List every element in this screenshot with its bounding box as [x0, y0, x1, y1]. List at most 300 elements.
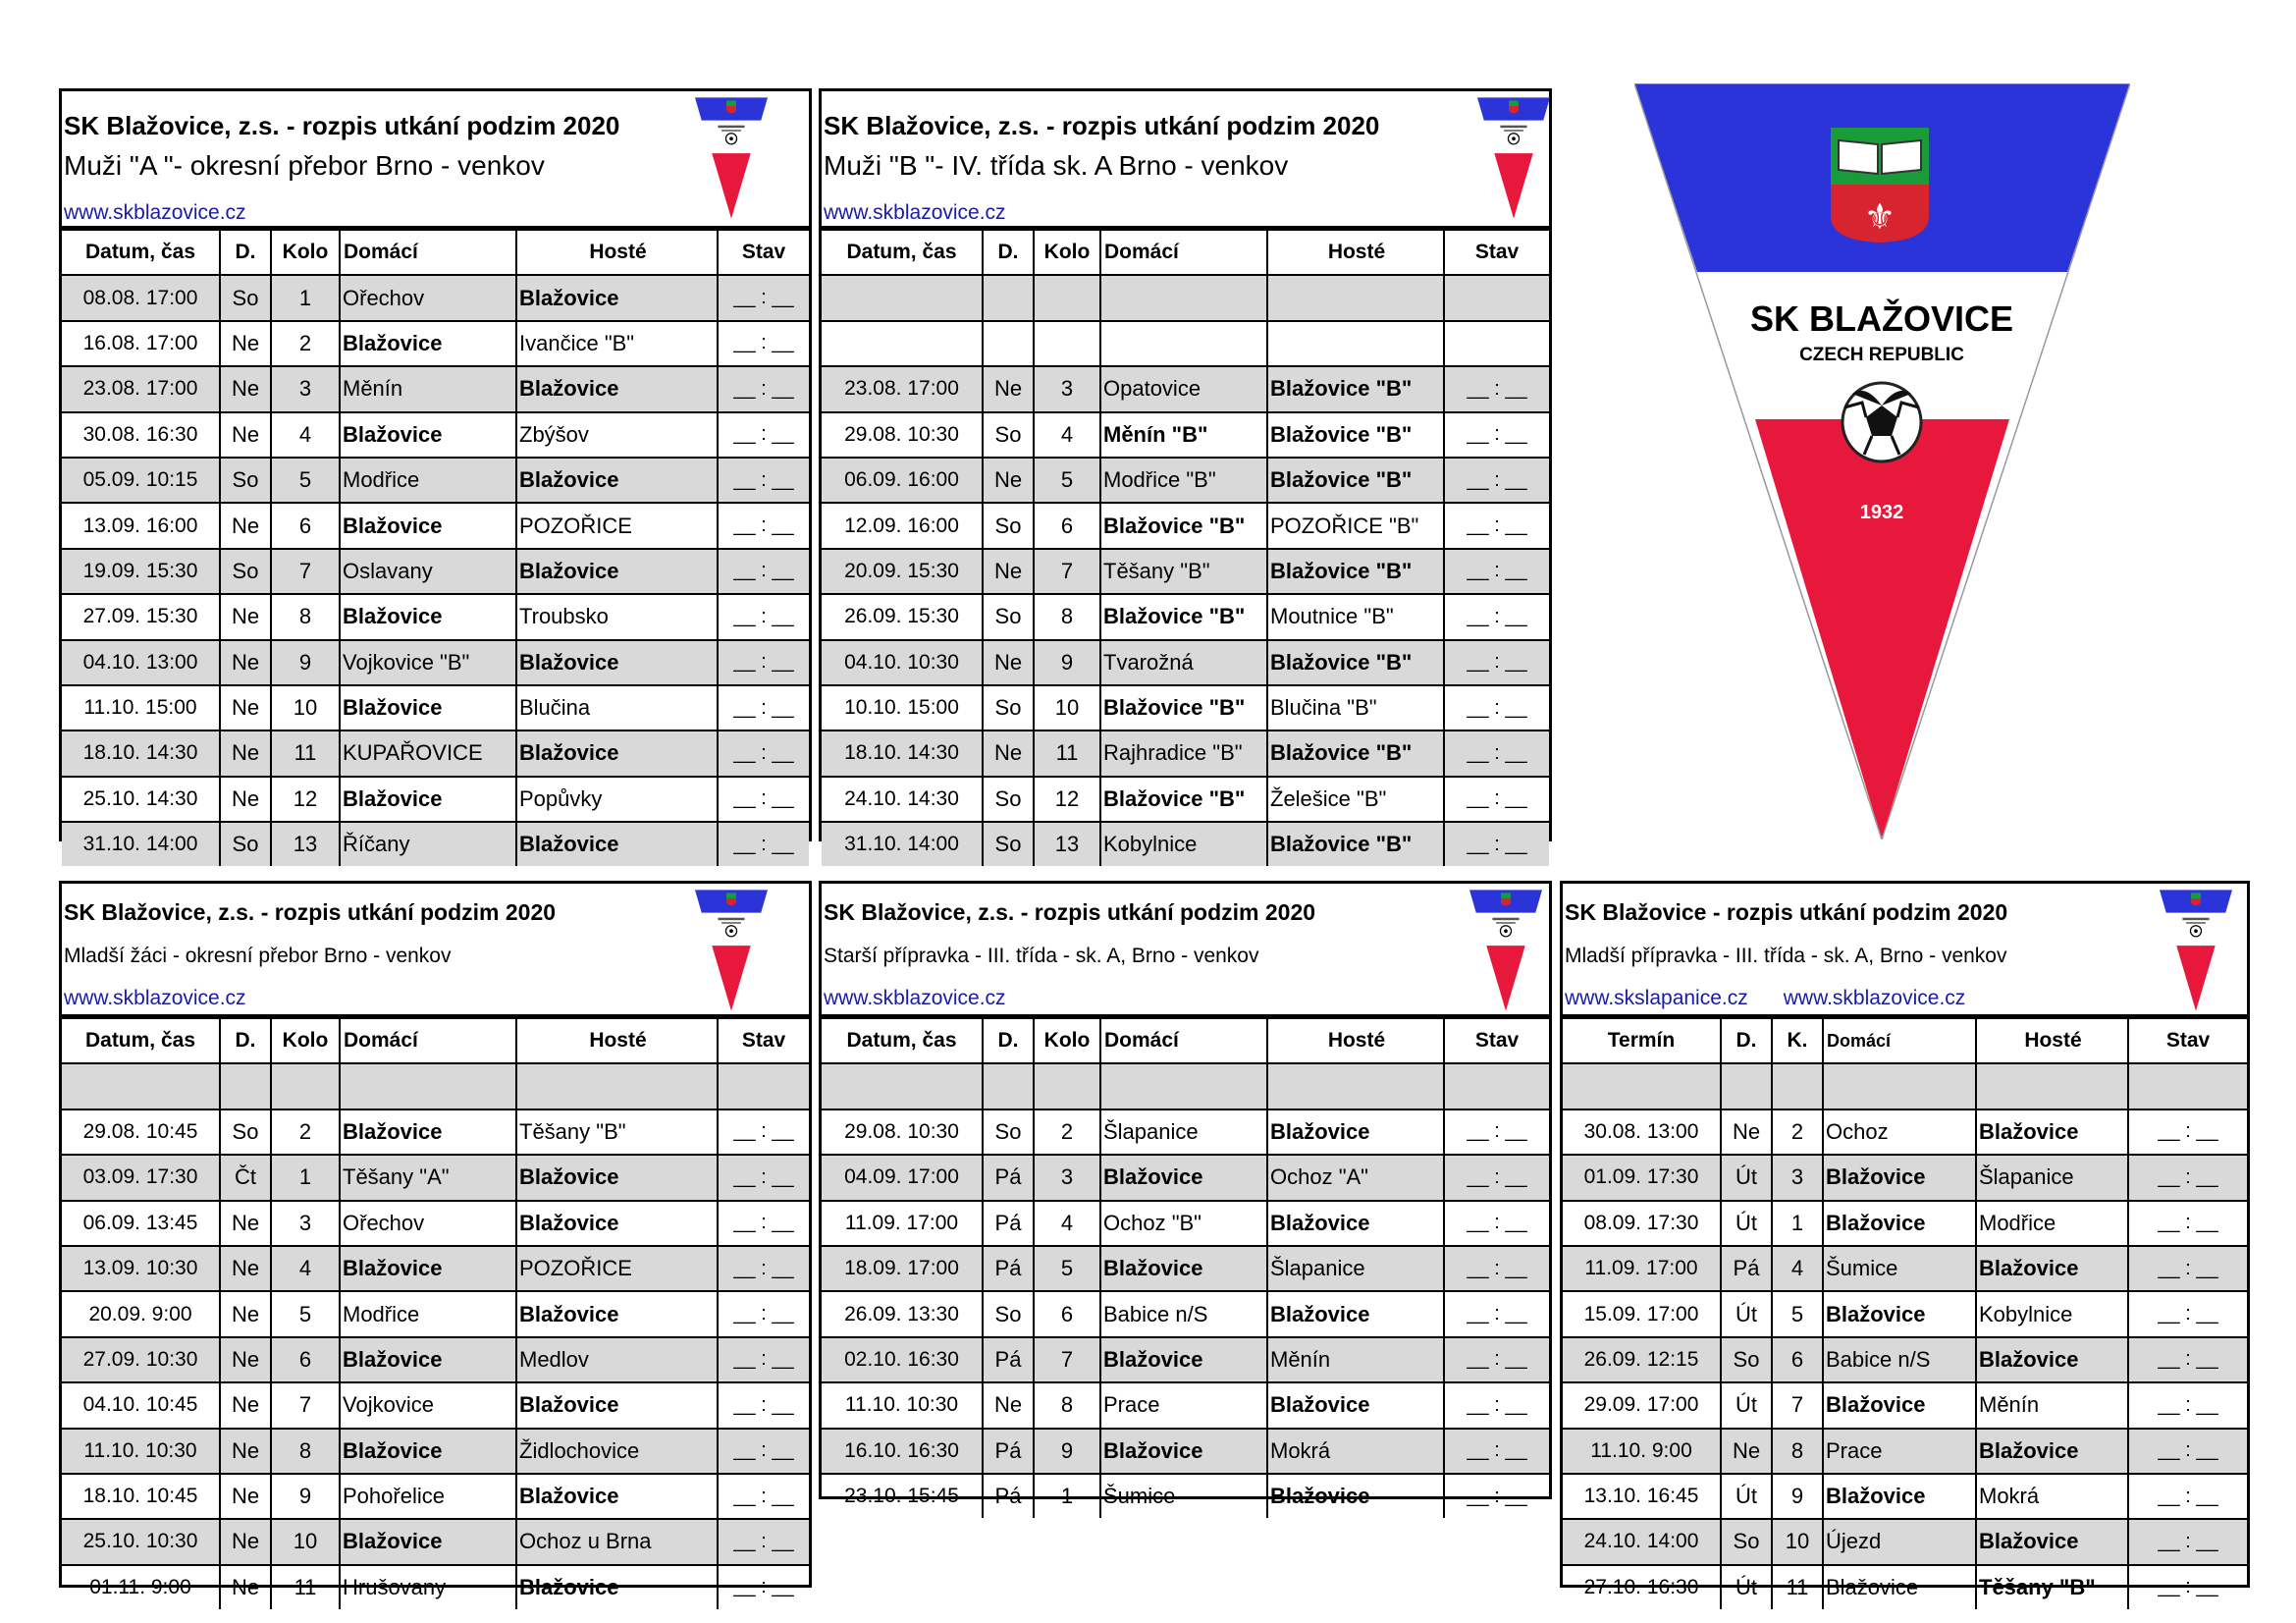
cell-score: __ : __ — [1444, 549, 1549, 594]
cell-score: __ : __ — [1444, 503, 1549, 548]
column-header-date: Datum, čas — [822, 1018, 983, 1063]
cell-home: Těšany "A" — [340, 1155, 516, 1200]
competition-title: Muži "A "- okresní přebor Brno - venkov — [64, 150, 545, 181]
cell-day — [1721, 1063, 1772, 1109]
cell-day: So — [1721, 1337, 1772, 1382]
cell-day: Ne — [220, 1382, 271, 1428]
cell-home: Blažovice — [340, 503, 516, 548]
table-row — [62, 1337, 809, 1382]
cell-home: Blažovice — [1823, 1201, 1976, 1246]
cell-round: 11 — [1772, 1565, 1823, 1609]
cell-day: Pá — [983, 1155, 1034, 1200]
cell-score: __ : __ — [1444, 1291, 1549, 1336]
cell-round: 11 — [271, 730, 340, 776]
cell-away: Blažovice "B" — [1267, 412, 1444, 458]
cell-day: Ne — [220, 366, 271, 411]
website-link-blazovice[interactable]: www.skblazovice.cz — [1783, 987, 1966, 1009]
cell-date: 04.09. 17:00 — [822, 1155, 983, 1200]
column-header-home: Domácí — [340, 1018, 516, 1063]
pennant-country: CZECH REPUBLIC — [1799, 345, 1964, 365]
cell-away: Ivančice "B" — [516, 321, 718, 366]
cell-home: Kobylnice — [1100, 822, 1267, 866]
cell-day: Pá — [1721, 1246, 1772, 1291]
cell-date: 24.10. 14:00 — [1563, 1519, 1721, 1564]
cell-home: Ochoz "B" — [1100, 1201, 1267, 1246]
cell-day: So — [983, 685, 1034, 730]
table-row — [62, 275, 809, 320]
cell-score: __ : __ — [718, 321, 809, 366]
competition-title: Starší přípravka - III. třída - sk. A, Brno - venkov — [824, 945, 1259, 967]
cell-home: Blažovice — [340, 1246, 516, 1291]
cell-round: 1 — [1772, 1201, 1823, 1246]
cell-day: Pá — [983, 1337, 1034, 1382]
table-row — [62, 1382, 809, 1428]
cell-day: Ne — [983, 458, 1034, 503]
table-row — [62, 1201, 809, 1246]
cell-date: 05.09. 10:15 — [62, 458, 220, 503]
cell-day: Ne — [220, 321, 271, 366]
cell-date — [822, 275, 983, 320]
website-link-slapanice[interactable]: www.skslapanice.cz — [1565, 987, 1748, 1009]
cell-away: Blažovice — [516, 366, 718, 411]
cell-round: 3 — [271, 366, 340, 411]
cell-day: Út — [1721, 1201, 1772, 1246]
cell-away: Modřice — [1976, 1201, 2128, 1246]
column-header-score: Stav — [1444, 1018, 1549, 1063]
pennant-founding-year: 1932 — [1859, 502, 1904, 523]
column-header-away: Hosté — [516, 1018, 718, 1063]
table-row — [62, 594, 809, 639]
cell-day: Út — [1721, 1382, 1772, 1428]
cell-away: Ochoz "A" — [1267, 1155, 1444, 1200]
cell-round: 7 — [1772, 1382, 1823, 1428]
table-row — [62, 1063, 809, 1109]
cell-away: Blažovice — [516, 822, 718, 866]
table-row — [822, 822, 1549, 866]
cell-round: 8 — [1772, 1429, 1823, 1474]
cell-score — [1444, 275, 1549, 320]
cell-date — [822, 1063, 983, 1109]
cell-round: 3 — [1034, 366, 1100, 411]
cell-date: 04.10. 13:00 — [62, 640, 220, 685]
cell-date: 08.08. 17:00 — [62, 275, 220, 320]
cell-away: Šlapanice — [1976, 1155, 2128, 1200]
cell-day: Ne — [220, 503, 271, 548]
competition-title: Mladší přípravka - III. třída - sk. A, Brno - venkov — [1565, 945, 2007, 967]
cell-date: 18.10. 10:45 — [62, 1474, 220, 1519]
cell-date: 13.09. 16:00 — [62, 503, 220, 548]
cell-round: 10 — [1772, 1519, 1823, 1564]
column-header-date: Datum, čas — [62, 1018, 220, 1063]
cell-home — [1100, 275, 1267, 320]
cell-home: Blažovice — [340, 594, 516, 639]
cell-score: __ : __ — [1444, 640, 1549, 685]
table-row — [822, 458, 1549, 503]
cell-home: Blažovice — [340, 685, 516, 730]
table-row — [62, 640, 809, 685]
table-row — [1563, 1565, 2247, 1609]
cell-score: __ : __ — [718, 412, 809, 458]
cell-score: __ : __ — [718, 549, 809, 594]
cell-day: Ne — [220, 730, 271, 776]
cell-score: __ : __ — [1444, 1155, 1549, 1200]
cell-away: Mokrá — [1976, 1474, 2128, 1519]
cell-away: Blažovice — [1267, 1201, 1444, 1246]
table-row — [1563, 1429, 2247, 1474]
cell-home: Tvarožná — [1100, 640, 1267, 685]
club-title: SK Blažovice, z.s. - rozpis utkání podzim 2020 — [64, 111, 620, 140]
cell-home: Blažovice — [1100, 1337, 1267, 1382]
schedule-table — [62, 229, 809, 866]
cell-home: Blažovice — [1823, 1565, 1976, 1609]
cell-away: Těšany "B" — [1976, 1565, 2128, 1609]
cell-round: 4 — [271, 412, 340, 458]
table-row — [1563, 1063, 2247, 1109]
mini-pennant-logo — [1477, 97, 1550, 219]
schedule-panel-mladsi-pripravka — [1560, 881, 2250, 1599]
cell-date — [1563, 1063, 1721, 1109]
cell-day: Pá — [983, 1474, 1034, 1518]
cell-day — [220, 1063, 271, 1109]
table-row — [62, 1474, 809, 1519]
cell-round: 3 — [1034, 1155, 1100, 1200]
cell-home: Ořechov — [340, 275, 516, 320]
cell-away: Zbýšov — [516, 412, 718, 458]
cell-score: __ : __ — [2128, 1565, 2247, 1609]
cell-date: 25.10. 14:30 — [62, 777, 220, 822]
cell-away — [1267, 321, 1444, 366]
cell-score: __ : __ — [2128, 1109, 2247, 1155]
cell-home — [340, 1063, 516, 1109]
cell-score: __ : __ — [718, 1382, 809, 1428]
column-header-row — [822, 230, 1549, 275]
cell-day: Ne — [220, 1565, 271, 1609]
cell-score: __ : __ — [718, 685, 809, 730]
cell-round: 11 — [1034, 730, 1100, 776]
cell-home: Oslavany — [340, 549, 516, 594]
column-header-score: Stav — [2128, 1018, 2247, 1063]
cell-score: __ : __ — [2128, 1201, 2247, 1246]
club-title: SK Blažovice, z.s. - rozpis utkání podzim 2020 — [824, 111, 1380, 140]
cell-home: Prace — [1100, 1382, 1267, 1428]
cell-away: Měnín — [1267, 1337, 1444, 1382]
cell-home: Blažovice — [340, 412, 516, 458]
cell-home: Říčany — [340, 822, 516, 866]
table-row — [62, 1155, 809, 1200]
cell-home: Šumice — [1100, 1474, 1267, 1518]
cell-day: Pá — [983, 1201, 1034, 1246]
cell-day: So — [983, 594, 1034, 639]
cell-home: Blažovice — [340, 777, 516, 822]
cell-home: Prace — [1823, 1429, 1976, 1474]
cell-date: 23.10. 15:45 — [822, 1474, 983, 1518]
schedule-table — [1563, 1017, 2247, 1609]
cell-home: Měnín "B" — [1100, 412, 1267, 458]
cell-home: Újezd — [1823, 1519, 1976, 1564]
cell-round: 5 — [1772, 1291, 1823, 1336]
table-row — [822, 685, 1549, 730]
schedule-table — [822, 1017, 1549, 1518]
cell-day: Út — [1721, 1155, 1772, 1200]
cell-away: Blažovice — [1976, 1246, 2128, 1291]
cell-score: __ : __ — [1444, 1109, 1549, 1155]
column-header-day: D. — [983, 1018, 1034, 1063]
cell-date: 10.10. 15:00 — [822, 685, 983, 730]
cell-score — [718, 1063, 809, 1109]
column-header-date: Datum, čas — [822, 230, 983, 275]
table-row — [822, 321, 1549, 366]
cell-day: Ne — [220, 1519, 271, 1564]
cell-score: __ : __ — [718, 640, 809, 685]
cell-home: Blažovice — [1823, 1291, 1976, 1336]
cell-away — [1267, 1063, 1444, 1109]
schedule-panel-starsi-pripravka — [819, 881, 1552, 1509]
cell-away: Ochoz u Brna — [516, 1519, 718, 1564]
cell-away: Blažovice — [1267, 1109, 1444, 1155]
cell-score: __ : __ — [2128, 1519, 2247, 1564]
table-row — [62, 412, 809, 458]
table-row — [62, 1291, 809, 1336]
cell-home: Pohořelice — [340, 1474, 516, 1519]
website-link[interactable]: www.skblazovice.cz — [824, 201, 1006, 224]
column-header-home: Domácí — [340, 230, 516, 275]
panel-header — [822, 884, 1549, 1017]
cell-away: Blažovice — [516, 730, 718, 776]
cell-date: 27.09. 10:30 — [62, 1337, 220, 1382]
cell-score: __ : __ — [718, 503, 809, 548]
cell-home: Blažovice — [1823, 1155, 1976, 1200]
table-row — [822, 366, 1549, 411]
cell-home: Blažovice — [340, 1109, 516, 1155]
cell-score: __ : __ — [718, 1155, 809, 1200]
cell-away: Želešice "B" — [1267, 777, 1444, 822]
cell-home: Těšany "B" — [1100, 549, 1267, 594]
column-header-day: D. — [1721, 1018, 1772, 1063]
cell-home: Modřice — [340, 1291, 516, 1336]
cell-score: __ : __ — [1444, 822, 1549, 866]
cell-round: 8 — [271, 1429, 340, 1474]
cell-date: 31.10. 14:00 — [62, 822, 220, 866]
table-row — [62, 1519, 809, 1564]
website-link[interactable]: www.skblazovice.cz — [64, 201, 246, 224]
cell-date: 12.09. 16:00 — [822, 503, 983, 548]
cell-home: Rajhradice "B" — [1100, 730, 1267, 776]
cell-day: So — [983, 503, 1034, 548]
cell-date: 27.09. 15:30 — [62, 594, 220, 639]
cell-away: Měnín — [1976, 1382, 2128, 1428]
table-row — [822, 503, 1549, 548]
cell-score: __ : __ — [718, 1337, 809, 1382]
cell-away: POZOŘICE — [516, 503, 718, 548]
cell-round — [271, 1063, 340, 1109]
cell-round: 7 — [271, 549, 340, 594]
cell-score: __ : __ — [1444, 594, 1549, 639]
cell-day: Ne — [220, 1201, 271, 1246]
cell-score: __ : __ — [718, 730, 809, 776]
cell-round: 3 — [271, 1201, 340, 1246]
table-row — [822, 640, 1549, 685]
cell-away: Těšany "B" — [516, 1109, 718, 1155]
cell-day: Ne — [220, 1474, 271, 1519]
cell-day: Ne — [983, 1382, 1034, 1428]
table-row — [1563, 1109, 2247, 1155]
cell-score: __ : __ — [2128, 1246, 2247, 1291]
cell-score: __ : __ — [1444, 412, 1549, 458]
table-row — [822, 549, 1549, 594]
cell-date — [822, 321, 983, 366]
column-header-round: K. — [1772, 1018, 1823, 1063]
cell-day: Ne — [1721, 1109, 1772, 1155]
cell-round: 5 — [1034, 458, 1100, 503]
cell-away: POZOŘICE — [516, 1246, 718, 1291]
cell-home: Blažovice — [1100, 1246, 1267, 1291]
cell-score: __ : __ — [1444, 458, 1549, 503]
cell-away: Blažovice — [516, 640, 718, 685]
column-header-round: Kolo — [271, 1018, 340, 1063]
cell-score: __ : __ — [718, 777, 809, 822]
cell-date: 31.10. 14:00 — [822, 822, 983, 866]
cell-round: 8 — [271, 594, 340, 639]
table-row — [62, 685, 809, 730]
column-header-date: Datum, čas — [62, 230, 220, 275]
cell-home: Modřice — [340, 458, 516, 503]
table-row — [1563, 1201, 2247, 1246]
cell-date: 08.09. 17:30 — [1563, 1201, 1721, 1246]
cell-score: __ : __ — [718, 1474, 809, 1519]
cell-home: Ochoz — [1823, 1109, 1976, 1155]
website-link[interactable]: www.skblazovice.cz — [824, 987, 1006, 1009]
cell-away: POZOŘICE "B" — [1267, 503, 1444, 548]
cell-date: 20.09. 9:00 — [62, 1291, 220, 1336]
cell-home: Vojkovice "B" — [340, 640, 516, 685]
cell-away: Moutnice "B" — [1267, 594, 1444, 639]
table-row — [822, 275, 1549, 320]
cell-date: 30.08. 16:30 — [62, 412, 220, 458]
competition-title: Muži "B "- IV. třída sk. A Brno - venkov — [824, 150, 1289, 181]
cell-away: Medlov — [516, 1337, 718, 1382]
website-link[interactable]: www.skblazovice.cz — [64, 987, 246, 1009]
column-header-day: D. — [983, 230, 1034, 275]
cell-home: Hrušovany — [340, 1565, 516, 1609]
table-row — [822, 1291, 1549, 1336]
cell-score: __ : __ — [1444, 1429, 1549, 1474]
pennant-red-band — [1755, 419, 2009, 839]
cell-day: Ne — [983, 640, 1034, 685]
cell-away: Blučina — [516, 685, 718, 730]
cell-score: __ : __ — [1444, 730, 1549, 776]
cell-round: 2 — [1034, 1109, 1100, 1155]
cell-score: __ : __ — [718, 1429, 809, 1474]
cell-round: 1 — [1034, 1474, 1100, 1518]
cell-day: Čt — [220, 1155, 271, 1200]
shield-icon — [1831, 128, 1929, 243]
cell-away: Troubsko — [516, 594, 718, 639]
cell-date: 11.09. 17:00 — [1563, 1246, 1721, 1291]
table-row — [62, 1565, 809, 1609]
cell-score: __ : __ — [718, 822, 809, 866]
cell-score: __ : __ — [2128, 1382, 2247, 1428]
cell-score: __ : __ — [718, 458, 809, 503]
cell-score: __ : __ — [1444, 1201, 1549, 1246]
table-row — [822, 594, 1549, 639]
cell-date: 13.09. 10:30 — [62, 1246, 220, 1291]
cell-date: 23.08. 17:00 — [62, 366, 220, 411]
cell-home: Blažovice — [340, 1429, 516, 1474]
table-row — [822, 777, 1549, 822]
cell-day: So — [983, 1109, 1034, 1155]
mini-pennant-logo — [695, 97, 768, 219]
fleur-de-lis-icon: ⚜ — [1863, 197, 1896, 238]
cell-home — [1100, 321, 1267, 366]
cell-home — [1100, 1063, 1267, 1109]
cell-score: __ : __ — [1444, 366, 1549, 411]
cell-date: 06.09. 16:00 — [822, 458, 983, 503]
cell-home: Blažovice — [340, 321, 516, 366]
cell-round: 1 — [271, 275, 340, 320]
cell-away: Židlochovice — [516, 1429, 718, 1474]
cell-away: Kobylnice — [1976, 1291, 2128, 1336]
mini-pennant-logo — [1469, 890, 1542, 1011]
cell-away: Blažovice — [516, 1291, 718, 1336]
table-row — [62, 1246, 809, 1291]
cell-score: __ : __ — [718, 366, 809, 411]
cell-date: 25.10. 10:30 — [62, 1519, 220, 1564]
cell-away: Blažovice "B" — [1267, 549, 1444, 594]
table-row — [62, 321, 809, 366]
cell-away: Blažovice — [516, 1565, 718, 1609]
cell-date: 26.09. 15:30 — [822, 594, 983, 639]
cell-home: Blažovice — [340, 1519, 516, 1564]
cell-away: Blažovice "B" — [1267, 366, 1444, 411]
cell-away: Blažovice — [1976, 1337, 2128, 1382]
cell-date: 18.10. 14:30 — [822, 730, 983, 776]
table-row — [822, 412, 1549, 458]
cell-date: 30.08. 13:00 — [1563, 1109, 1721, 1155]
cell-away: Blučina "B" — [1267, 685, 1444, 730]
cell-round: 5 — [271, 1291, 340, 1336]
panel-header — [822, 91, 1549, 229]
cell-round: 10 — [271, 1519, 340, 1564]
cell-home: Babice n/S — [1823, 1337, 1976, 1382]
cell-home: Opatovice — [1100, 366, 1267, 411]
cell-score: __ : __ — [718, 1519, 809, 1564]
cell-date: 26.09. 12:15 — [1563, 1337, 1721, 1382]
cell-day — [983, 275, 1034, 320]
cell-date — [62, 1063, 220, 1109]
cell-score: __ : __ — [718, 275, 809, 320]
cell-date: 11.10. 10:30 — [62, 1429, 220, 1474]
cell-score: __ : __ — [718, 1291, 809, 1336]
column-header-row — [822, 1018, 1549, 1063]
table-row — [1563, 1246, 2247, 1291]
cell-away — [1976, 1063, 2128, 1109]
cell-day: Ne — [220, 1337, 271, 1382]
cell-away: Blažovice "B" — [1267, 730, 1444, 776]
cell-home — [1823, 1063, 1976, 1109]
cell-home: Blažovice — [1100, 1155, 1267, 1200]
cell-round: 10 — [1034, 685, 1100, 730]
cell-home: Vojkovice — [340, 1382, 516, 1428]
cell-home: Blažovice "B" — [1100, 503, 1267, 548]
cell-away: Blažovice "B" — [1267, 458, 1444, 503]
cell-away: Blažovice — [516, 1201, 718, 1246]
column-header-day: D. — [220, 1018, 271, 1063]
table-row — [62, 366, 809, 411]
cell-score: __ : __ — [718, 1201, 809, 1246]
table-row — [62, 730, 809, 776]
cell-score: __ : __ — [1444, 1337, 1549, 1382]
cell-round: 9 — [271, 640, 340, 685]
